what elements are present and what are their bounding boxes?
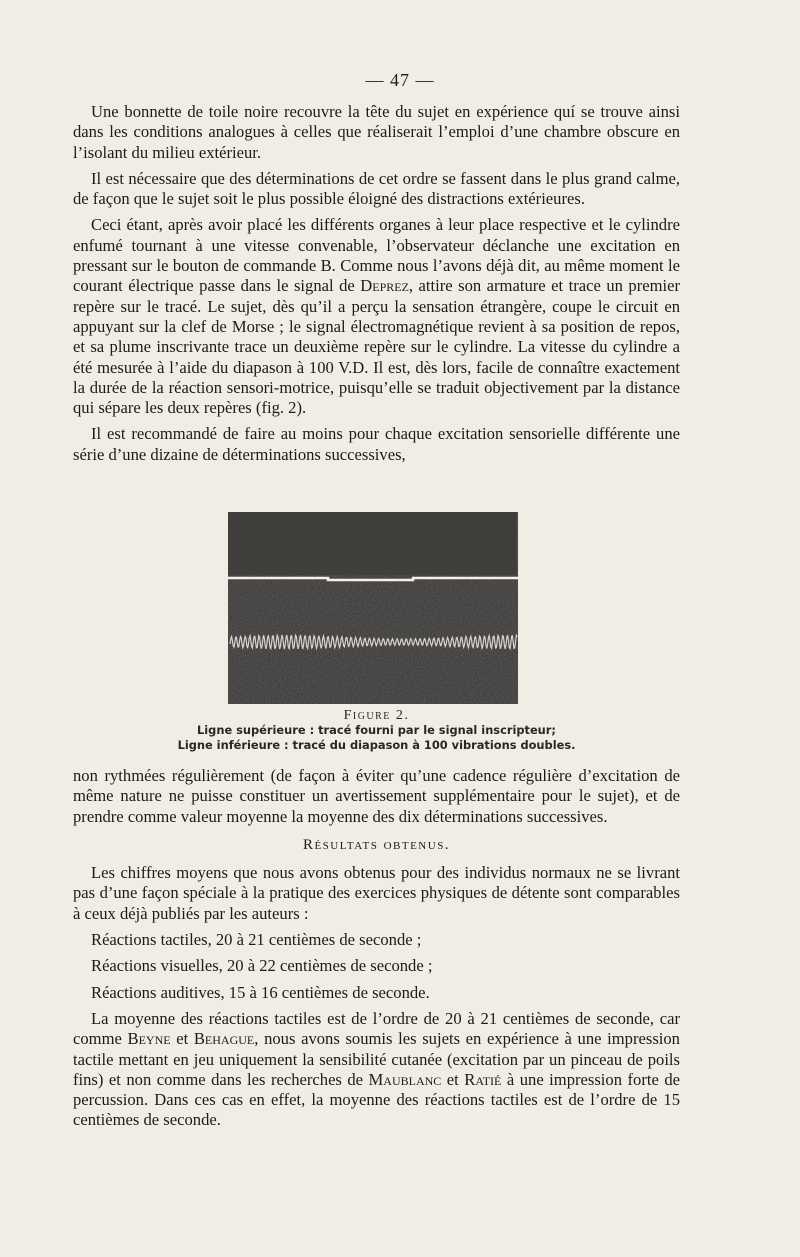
text-span: , nous avons soumis les sujets en expérience à une impression tactile mettant en jeu uniquement la sensibilité cutanée (excitation par un pinceau de poils fins) et non comme dans les recherches de [73, 1029, 680, 1089]
top-band [228, 512, 516, 575]
result-item: Réactions auditives, 15 à 16 centièmes de seconde. [91, 982, 430, 1002]
kymograph-figure [228, 512, 523, 704]
text-span: et [170, 1029, 194, 1049]
caption-line-upper: Ligne supérieure : tracé fourni par le signal inscripteur; [197, 723, 556, 737]
caption-line-lower: Ligne inférieure : tracé du diapason à 100 vibrations doubles. [177, 738, 576, 752]
paragraph [73, 1009, 680, 1131]
paragraph [73, 215, 680, 418]
figure-title: Figure 2. [343, 708, 410, 723]
text-block-bottom [73, 766, 680, 1137]
text-span: à une impression forte de percussion. Dans ces cas en effet, la moyenne des réactions tactiles est de l’ordre de 15 centièmes de seconde. [73, 1069, 680, 1130]
author-name: Beyne [127, 1029, 171, 1049]
author-name: Behague [193, 1029, 255, 1049]
paragraph: Il est recommandé de faire au moins pour chaque excitation sensorielle différente une série d’une dizaine de déterminations successives, [73, 424, 680, 464]
text-block-top [73, 102, 680, 471]
paragraph: Les chiffres moyens que nous avons obtenus pour des individus normaux ne se livrant pas d’une façon spéciale à la pratique des exercices physiques de détente sont comparables à ceux déjà publiés par les auteurs : [73, 863, 680, 923]
text-span: et [441, 1069, 465, 1089]
author-name: Maublanc [368, 1069, 442, 1089]
figure-caption [73, 708, 680, 753]
author-name: Deprez [360, 276, 409, 296]
result-item: Réactions tactiles, 20 à 21 centièmes de seconde ; [91, 930, 422, 950]
author-name: Ratié [464, 1069, 502, 1089]
text-span: La moyenne des réactions tactiles est de l’ordre de 20 à 21 centièmes de seconde, car comme [73, 1008, 680, 1049]
text-span: Ceci étant, après avoir placé les différents organes à leur place respective et le cylindre enfumé tournant à une vitesse convenable, l’observateur déclanche une excitation en pressant sur le bouton de commande B. Comme nous l’avons déjà dit, au même moment le courant électrique passe dans le signal de [73, 215, 680, 296]
section-heading: Résultats obtenus. [302, 836, 451, 853]
result-item: Réactions visuelles, 20 à 22 centièmes de seconde ; [91, 956, 433, 976]
page-number: — 47 — [365, 70, 435, 90]
paragraph: Une bonnette de toile noire recouvre la tête du sujet en expérience quí se trouve ainsi dans les conditions analogues à celles que réaliserait l’emploi d’une chambre obscure en l’isolant du milieu extérieur. [73, 102, 680, 162]
paragraph: non rythmées régulièrement (de façon à éviter qu’une cadence régulière d’excitation de même nature ne puisse constituer un avertissement supplémentaire pour le sujet), et de prendre comme valeur moyenne la moyenne des dix déterminations successives. [73, 766, 680, 826]
paragraph: Il est nécessaire que des déterminations de cet ordre se fassent dans le plus grand calme, de façon que le sujet soit le plus possible éloigné des distractions extérieures. [73, 168, 680, 209]
text-span: , attire son armature et trace un premier repère sur le tracé. Le sujet, dès qu’il a perçu la sensation étrangère, coupe le circuit en appuyant sur la clef de Morse ; le signal électromagnétique revient à sa position de repos, et sa plume inscrivante trace un deuxième repère sur le cylindre. La vitesse du cylindre a été mesurée à l’aide du diapason à 100 V.D. Il est, dès lors, facile de connaître exactement la durée de la réaction sensori-motrice, puisqu’elle se traduit objectivement par la distance qui sépare les deux repères (fig. 2). [73, 276, 680, 418]
